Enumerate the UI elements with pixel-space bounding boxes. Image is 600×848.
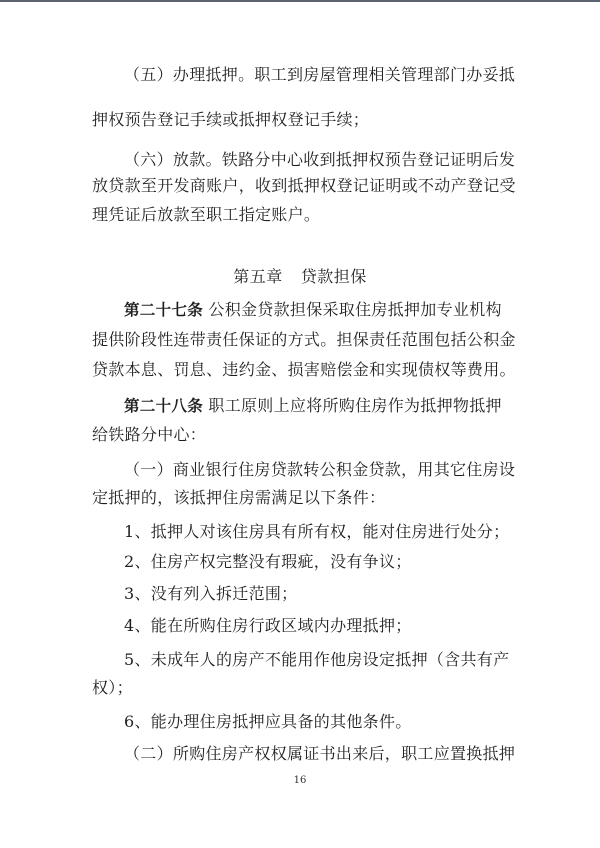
condition-5-line-2: 权）； xyxy=(92,678,133,697)
article-28-text-1: 职工原则上应将所购住房作为抵押物抵押 xyxy=(208,396,502,415)
article-27-line-2: 提供阶段性连带责任保证的方式。担保责任范围包括公积金 xyxy=(92,330,516,349)
para-6-line-2: 放贷款至开发商账户，收到抵押权登记证明或不动产登记受 xyxy=(92,176,516,195)
chapter-title: 贷款担保 xyxy=(300,267,367,286)
para-6-line-1: （六）放款。铁路分中心收到抵押权预告登记证明后发 xyxy=(124,150,516,169)
para-5-line-1: （五）办理抵押。职工到房屋管理相关管理部门办妥抵 xyxy=(124,65,516,84)
article-27-line-1 xyxy=(0,300,600,320)
article-27-line-3: 贷款本息、罚息、违约金、损害赔偿金和实现债权等费用。 xyxy=(92,360,516,379)
page-number: 16 xyxy=(293,775,307,786)
article-27-label: 第二十七条 xyxy=(124,301,204,319)
para-6-line-3: 理凭证后放款至职工指定账户。 xyxy=(92,205,321,224)
condition-6: 6、能办理住房抵押应具备的其他条件。 xyxy=(124,712,412,731)
condition-3: 3、没有列入拆迁范围； xyxy=(124,584,298,603)
para-5-line-2: 押权预告登记手续或抵押权登记手续； xyxy=(92,110,370,129)
condition-2: 2、住房产权完整没有瑕疵，没有争议； xyxy=(124,552,412,571)
article-28-line-1 xyxy=(0,396,600,416)
chapter-number: 第五章 xyxy=(233,267,283,286)
condition-5-line-1: 5、未成年人的房产不能用作他房设定抵押（含共有产 xyxy=(124,650,510,669)
item-1-line-2: 定抵押的，该抵押住房需满足以下条件： xyxy=(92,488,386,507)
item-2-line-1: （二）所购住房产权权属证书出来后，职工应置换抵押 xyxy=(124,744,516,763)
condition-4: 4、能在所购住房行政区域内办理抵押； xyxy=(124,616,412,635)
item-1-line-1: （一）商业银行住房贷款转公积金贷款，用其它住房设 xyxy=(124,460,516,479)
article-27-text-1: 公积金贷款担保采取住房抵押加专业机构 xyxy=(208,300,502,319)
article-28-label: 第二十八条 xyxy=(124,397,204,415)
article-28-line-2: 给铁路分中心： xyxy=(92,425,207,444)
condition-1: 1、抵押人对该住房具有所有权，能对住房进行处分； xyxy=(124,522,510,541)
chapter-heading xyxy=(0,267,600,287)
